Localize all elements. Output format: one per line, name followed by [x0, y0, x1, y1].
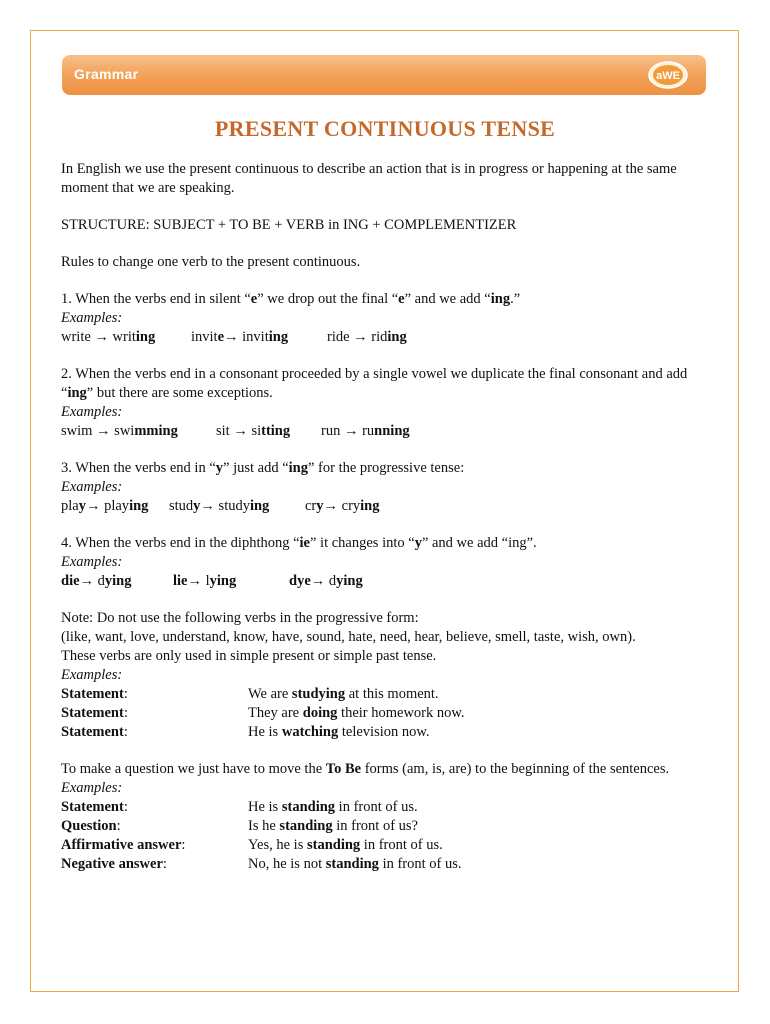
rule-1: 1. When the verbs end in silent “e” we drop out the final “e” and we add “ing.”: [61, 291, 521, 307]
rule-3-examples: [61, 497, 711, 516]
examples-label: Examples:: [61, 667, 123, 683]
note-line-1: Note: Do not use the following verbs in the progressive form:: [61, 610, 419, 626]
intro-paragraph: In English we use the present continuous to describe an action that is in progress or happening at the same moment that we are speaking.: [61, 161, 677, 196]
rule-1-examples: [61, 328, 711, 347]
example-item: lie→ lying: [173, 573, 237, 589]
example-item: run → running: [321, 423, 410, 439]
example-item: swim → swimming: [61, 423, 178, 439]
statement-row: Statement: We are studying at this moment.: [61, 686, 439, 702]
statement-row: Statement: He is watching television now.: [61, 724, 430, 740]
question-paragraph: To make a question we just have to move the To Be forms (am, is, are) to the beginning of the sentences.: [61, 761, 670, 777]
examples-label: Examples:: [61, 554, 123, 570]
awe-logo-icon: [648, 61, 688, 89]
examples-label: Examples:: [61, 404, 123, 420]
question-row: Question: Is he standing in front of us?: [61, 818, 418, 834]
rule-2-examples: [61, 422, 711, 441]
rule-4-examples: [61, 572, 711, 591]
note-line-2: (like, want, love, understand, know, have, sound, hate, need, hear, believe, smell, taste, wish, own).: [61, 629, 636, 645]
question-row: Affirmative answer: Yes, he is standing in front of us.: [61, 837, 443, 853]
question-row: Statement: He is standing in front of us.: [61, 799, 418, 815]
note-line-3: These verbs are only used in simple present or simple past tense.: [61, 648, 437, 664]
grammar-banner: [62, 55, 706, 95]
example-item: write → writing: [61, 329, 156, 345]
banner-label: Grammar: [74, 66, 139, 82]
example-item: dye→ dying: [289, 573, 363, 589]
examples-label: Examples:: [61, 479, 123, 495]
question-row: Negative answer: No, he is not standing in front of us.: [61, 856, 462, 872]
rule-3: 3. When the verbs end in “y” just add “ing” for the progressive tense:: [61, 460, 465, 476]
structure-line: STRUCTURE: SUBJECT + TO BE + VERB in ING + COMPLEMENTIZER: [61, 217, 517, 233]
example-item: die→ dying: [61, 573, 132, 589]
example-item: cry→ crying: [305, 498, 380, 514]
examples-label: Examples:: [61, 780, 123, 796]
page-title: PRESENT CONTINUOUS TENSE: [214, 116, 556, 141]
rules-intro: Rules to change one verb to the present continuous.: [61, 254, 361, 270]
example-item: invite→ inviting: [191, 329, 289, 345]
example-item: sit → sitting: [216, 423, 291, 439]
lesson-content: [61, 160, 711, 874]
rule-4: 4. When the verbs end in the diphthong “ie” it changes into “y” and we add “ing”.: [61, 535, 537, 551]
example-item: ride → riding: [327, 329, 407, 345]
example-item: study→ studying: [169, 498, 270, 514]
example-item: play→ playing: [61, 498, 149, 514]
statement-row: Statement: They are doing their homework now.: [61, 705, 465, 721]
examples-label: Examples:: [61, 310, 123, 326]
logo-text: aWE: [656, 70, 680, 82]
rule-2: 2. When the verbs end in a consonant proceeded by a single vowel we duplicate the final consonant and add “ing” but there are some exceptions.: [61, 366, 688, 401]
